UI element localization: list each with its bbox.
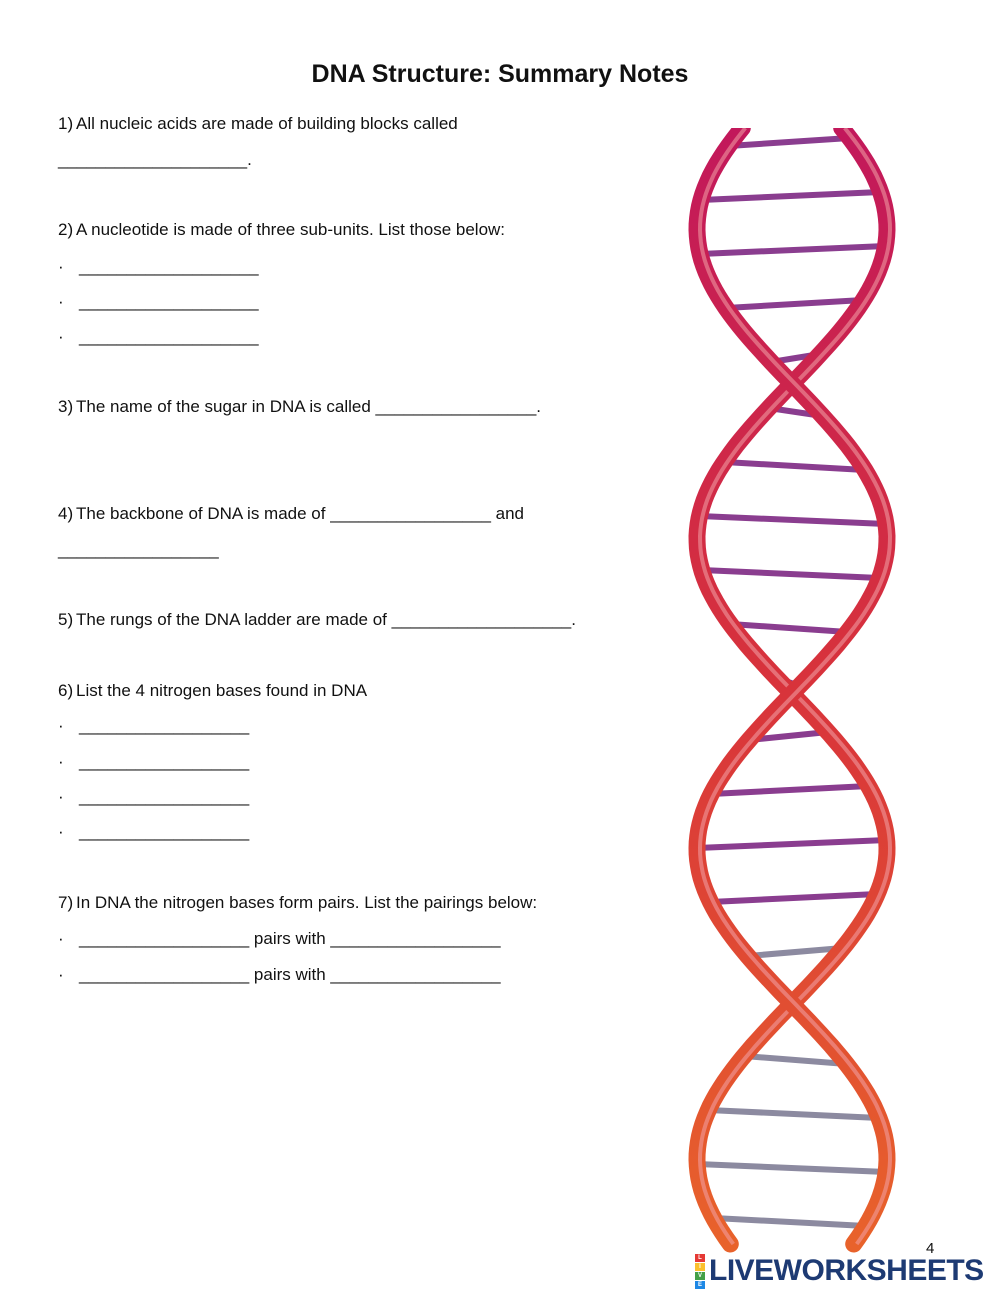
base-pair-rung — [708, 1110, 879, 1118]
question-text[interactable]: The rungs of the DNA ladder are made of ___________________. — [76, 610, 576, 629]
logo-letter: L — [695, 1254, 705, 1262]
list-item — [58, 929, 501, 949]
question-text: A nucleotide is made of three sub-units. List those below: — [76, 220, 506, 239]
answer-blank[interactable]: __________________ — [79, 787, 250, 806]
answer-blank[interactable]: ___________________ — [79, 292, 259, 311]
dna-helix-image — [670, 128, 910, 1253]
question-text: List the 4 nitrogen bases found in DNA — [76, 681, 368, 700]
question-number: 5) — [58, 610, 74, 629]
bullet-icon: · — [58, 327, 64, 346]
base-pair-rung — [697, 840, 887, 848]
bullet-icon: · — [58, 929, 64, 948]
answer-blank[interactable]: ___________________ — [79, 327, 259, 346]
base-pair-rung — [728, 138, 849, 146]
pairing-blank[interactable]: __________________ pairs with __________________ — [79, 965, 501, 984]
list-item — [58, 257, 259, 277]
question-5 — [58, 610, 576, 630]
base-pair-rung — [714, 1218, 866, 1226]
question-text: In DNA the nitrogen bases form pairs. List the pairings below: — [76, 893, 538, 912]
bullet-icon: · — [58, 822, 64, 841]
question-7 — [58, 893, 537, 913]
question-1 — [58, 114, 458, 134]
answer-blank[interactable]: __________________ — [79, 822, 250, 841]
logo-letter: I — [695, 1263, 705, 1271]
base-pair-rung — [697, 1164, 886, 1172]
question-number: 7) — [58, 893, 74, 912]
bullet-icon: · — [58, 965, 64, 984]
liveworksheets-logo[interactable] — [695, 1252, 984, 1290]
question-number: 4) — [58, 504, 74, 523]
page-number: 4 — [926, 1240, 935, 1257]
brand-logo-icon — [695, 1253, 705, 1289]
question-number: 2) — [58, 220, 74, 239]
question-text[interactable]: The name of the sugar in DNA is called _________________. — [76, 397, 541, 416]
question-text[interactable]: The backbone of DNA is made of _________________ and — [76, 504, 525, 523]
base-pair-rung — [700, 246, 885, 254]
answer-blank[interactable]: __________________ — [79, 716, 250, 735]
question-number: 3) — [58, 397, 74, 416]
question-6 — [58, 681, 367, 701]
list-item — [58, 787, 249, 807]
answer-blank[interactable]: ___________________ — [79, 257, 259, 276]
sugar-phosphate-strands — [697, 128, 890, 1244]
base-pair-rung — [711, 894, 878, 902]
question-2 — [58, 220, 505, 240]
base-pair-rung — [730, 624, 847, 632]
list-item — [58, 965, 501, 985]
base-pair-rung — [724, 462, 865, 470]
question-3 — [58, 397, 541, 417]
bullet-icon: · — [58, 292, 64, 311]
page-title: DNA Structure: Summary Notes — [311, 60, 689, 88]
question-number: 6) — [58, 681, 74, 700]
bullet-icon: · — [58, 257, 64, 276]
list-item — [58, 716, 249, 736]
answer-blank-4[interactable]: _________________ — [58, 540, 219, 559]
base-pair-rung — [701, 192, 880, 200]
question-4 — [58, 504, 524, 524]
question-text: All nucleic acids are made of building blocks called — [76, 114, 458, 133]
list-item — [58, 327, 259, 347]
base-pair-rung — [700, 516, 886, 524]
base-pair-rung — [702, 570, 880, 578]
brand-name: LIVEWORKSHEETS — [709, 1254, 984, 1287]
logo-letter: V — [695, 1272, 705, 1280]
list-item — [58, 752, 249, 772]
list-item — [58, 292, 259, 312]
list-item — [58, 822, 249, 842]
answer-blank[interactable]: __________________ — [79, 752, 250, 771]
logo-letter: E — [695, 1281, 705, 1289]
question-number: 1) — [58, 114, 74, 133]
pairing-blank[interactable]: __________________ pairs with __________________ — [79, 929, 501, 948]
base-pair-rung — [711, 786, 868, 794]
bullet-icon: · — [58, 787, 64, 806]
bullet-icon: · — [58, 752, 64, 771]
answer-blank-1[interactable]: ____________________. — [58, 150, 252, 169]
base-pair-rung — [726, 300, 863, 308]
bullet-icon: · — [58, 716, 64, 735]
